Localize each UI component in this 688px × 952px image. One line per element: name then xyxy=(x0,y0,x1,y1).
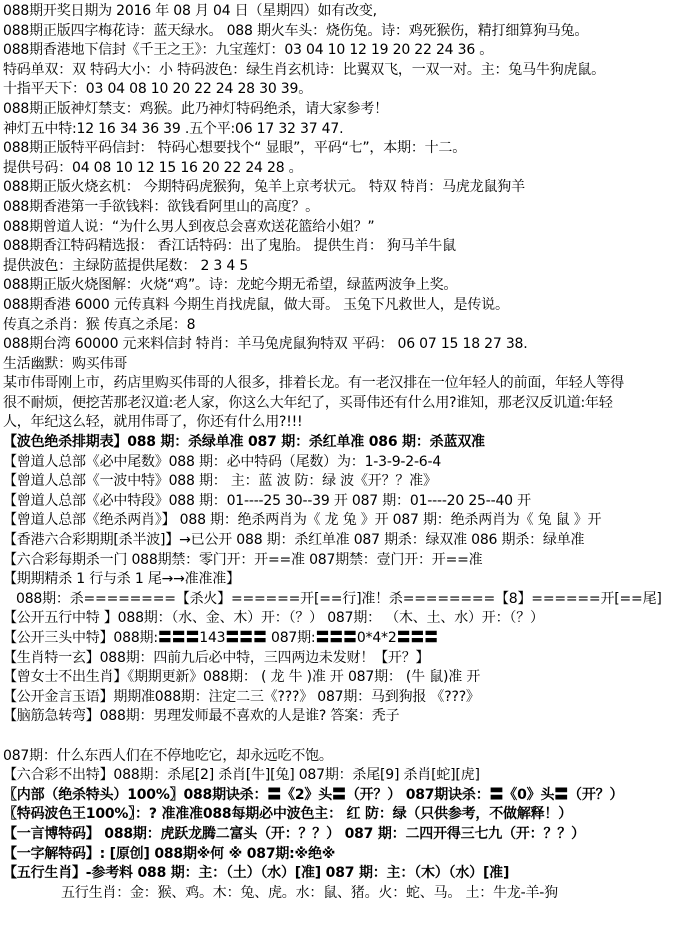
text-line-kill-door: 【六合彩每期杀一门 088期禁：零门开：开==准 087期禁：壹门开：开==准 xyxy=(3,551,483,568)
text-line-zeng-says: 088期曾道人说：“为什么男人到夜总会喜欢送花篮给小姐？” xyxy=(3,218,375,235)
text-line-wave-kill-table: 【波色绝杀排期表】088 期：杀绿单准 087 期：杀红单准 086 期：杀蓝双准 xyxy=(3,434,485,451)
text-line-hk-fax: 088期香港 6000 元传真料 今期生肖找虎鼠，做大哥。 玉兔下凡救世人，是传说。 xyxy=(3,296,509,313)
text-line-lamp-five: 神灯五中特:12 16 34 36 39 .五个平:06 17 32 37 47. xyxy=(3,120,344,137)
text-line-special-code: 特码单双：双 特码大小：小 特码波色：绿生肖玄机诗：比翼双飞，一双一对。主：兔马牛狗虎鼠。 xyxy=(3,61,605,78)
text-line-one-char: 【一字解特码】: [原创] 088期※何 ※ 087期:※绝※ xyxy=(3,845,336,862)
text-line-brain-teaser: 【脑筋急转弯】088期：男理发师最不喜欢的人是谁? 答案：秃子 xyxy=(3,708,400,725)
text-line-fire-diagram: 088期正版火烧图解：火烧“鸡”。诗：龙蛇今期无希望，绿蓝两波争上奖。 xyxy=(3,277,458,294)
text-line-wuxing-list: 五行生肖：金：猴、鸡。木：兔、虎。水：鼠、猪。火：蛇、马。 土：牛龙-羊-狗 xyxy=(61,884,558,901)
spacer xyxy=(3,727,685,747)
text-line-three-heads: 【公开三头中特】088期:〓〓〓143〓〓〓 087期:〓〓〓0*4*2〓〓〓 xyxy=(3,630,438,646)
text-line-kill-fire: 088期：杀========【杀火】======开[==行]准！杀========【8】======开[==尾] xyxy=(16,590,662,607)
text-line-zodiac-mystery: 【生肖特一玄】088期：四前九后必中特，三四两边未发财！【开？】 xyxy=(3,649,430,666)
text-line-must-tail: 【曾道人总部《必中尾数》088 期：必中特码（尾数）为：1-3-9-2-6-4 xyxy=(3,453,442,470)
text-line-taiwan-envelope: 088期台湾 60000 元来料信封 特肖：羊马兔虎鼠狗特双 平码： 06 07 15 18 27 38. xyxy=(3,336,528,353)
text-line-five-elements: 【公开五行中特 】088期：（水、金、木）开：（？） 087期： （木、土、水）开：（？） xyxy=(3,610,544,627)
text-line-half-wave: 【香港六合彩期期[杀半波]】→已公开 088 期：杀红单准 087 期杀：绿双准 086 期杀：绿单准 xyxy=(3,532,585,549)
text-line-plum-poem: 088期正版四字梅花诗：蓝天绿水。 088 期火车头：烧伤兔。诗：鸡死猴伤，精打细算狗马兔。 xyxy=(3,22,589,39)
text-line-kill-two: 【曾道人总部《绝杀两肖》】 088 期：绝杀两肖为《 龙 兔 》开 087 期：绝杀两肖为《 兔 鼠 》开 xyxy=(3,512,602,529)
text-line-fax-kill: 传真之杀肖：猴 传真之杀尾：8 xyxy=(3,316,196,333)
text-line-one-wave: 【曾道人总部《一波中特》088 期： 主：蓝 波 防：绿 波《开？？准》 xyxy=(3,473,437,490)
text-line-internal-kill-head: 〖内部（绝杀特头）100%〗088期诀杀：〓《2》头〓（开？） 087期诀杀：〓《0》头〓（开？） xyxy=(3,786,624,803)
text-line-fire-mystery: 088期正版火烧玄机： 今期特码虎猴狗，兔羊上京考状元。 特双 特肖：马虎龙鼠狗羊 xyxy=(3,179,525,196)
text-line-draw-date: 088期开奖日期为 2016 年 08 月 04 日（星期四）如有改变, xyxy=(3,3,377,19)
text-line-wave-color: 提供波色：主绿防蓝提供尾数： 2 3 4 5 xyxy=(3,257,249,274)
text-line-teaser-087: 087期：什么东西人们在不停地吃它，却永远吃不饱。 xyxy=(3,747,333,764)
text-line-provided-numbers: 提供号码：04 08 10 12 15 16 20 22 24 28 。 xyxy=(3,159,303,176)
text-line-special-segment: 【曾道人总部《必中特段》088 期：01----25 30--39 开 087 期：01----20 25--40 开 xyxy=(3,492,531,509)
text-line-one-word-bet: 【一言博特码】 088期：虎跃龙腾二富头（开：？？） 087 期：二四开得三七九（开：？？） xyxy=(3,825,585,842)
text-line-kill-row-tail: 【期期精杀 1 行与杀 1 尾→→准准准】 xyxy=(3,571,240,588)
text-line-ms-zeng: 【曾女士不出生肖】《期期更新》088期： ( 龙 牛 )准 开 087期： (牛 鼠)准 开 xyxy=(3,669,481,686)
text-line-not-special: 【六合彩不出特】088期：杀尾[2] 杀肖[牛][兔] 087期：杀尾[9] 杀肖[蛇][虎] xyxy=(3,767,480,784)
text-line-humor-2: 很不耐烦，便挖苦那老汉道:老人家，你这么大年纪了，买哥伟还有什么用?谁知，那老汉反讥道:年轻 xyxy=(3,394,613,411)
text-line-golden-words: 【公开金言玉语】期期准088期：注定二三《???》 087期：马到狗报 《???》 xyxy=(3,688,480,705)
text-line-hk-envelope: 088期香港地下信封《千王之王》：九宝莲灯：03 04 10 12 19 20 22 24 36 。 xyxy=(3,42,494,59)
text-line-hk-first-hand: 088期香港第一手欲钱料：欲钱看阿里山的高度？。 xyxy=(3,198,319,215)
text-line-ten-fingers: 十指平天下：03 04 08 10 20 22 24 28 30 39。 xyxy=(3,81,312,98)
text-line-humor-title: 生活幽默：购买伟哥 xyxy=(3,355,128,372)
text-line-xiangjiang: 088期香江特码精选报： 香江话特码：出了鬼胎。 提供生肖： 狗马羊牛鼠 xyxy=(3,238,456,255)
text-line-wave-king: 〖特码波色王100%〗：? 准准准088每期必中波色主： 红 防：绿（只供参考，不做解释！） xyxy=(3,806,573,823)
text-line-lamp-ban: 088期正版神灯禁支：鸡猴。此乃神灯特码绝杀，请大家参考！ xyxy=(3,100,388,117)
text-line-humor-1: 某市伟哥刚上市，药店里购买伟哥的人很多，排着长龙。有一老汉排在一位年轻人的前面，年轻人等得 xyxy=(3,375,624,392)
text-line-wuxing-zodiac: 【五行生肖】-参考料 088 期：主：（土）（水）[准] 087 期：主：（木）（水）[准] xyxy=(3,865,510,882)
text-line-flat-envelope: 088期正版特平码信封： 特码心想要找个“ 显眼”，平码“七”，本期：十二。 xyxy=(3,140,467,157)
text-line-humor-3: 人，年纪这么轻，就用伟哥了，你还有什么用?!!! xyxy=(3,414,303,431)
